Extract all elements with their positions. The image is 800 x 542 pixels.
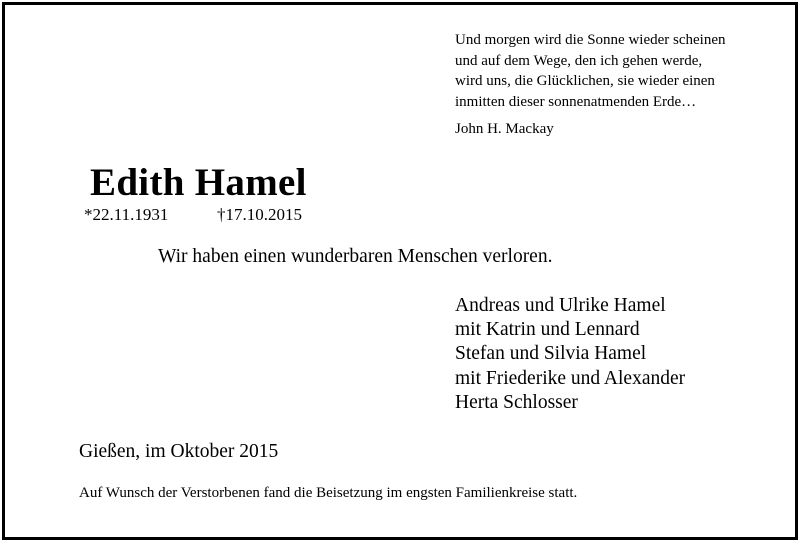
poem-line: wird uns, die Glücklichen, sie wieder einen — [455, 73, 715, 89]
birth-date: *22.11.1931 — [84, 205, 169, 224]
mourners-list — [455, 294, 685, 415]
poem-line: inmitten dieser sonnenatmenden Erde… — [455, 93, 697, 110]
poem-line: Und morgen wird die Sonne wieder scheinen — [455, 32, 726, 48]
mourner-line: Stefan und Silvia Hamel — [455, 343, 647, 365]
poem-line: und auf dem Wege, den ich gehen werde, — [455, 52, 703, 69]
mourning-statement: Wir haben einen wunderbaren Menschen verloren. — [158, 246, 553, 267]
death-date: †17.10.2015 — [217, 205, 302, 224]
poem-quote — [455, 30, 726, 112]
place-and-date: Gießen, im Oktober 2015 — [79, 441, 279, 462]
burial-notice: Auf Wunsch der Verstorbenen fand die Beisetzung im engsten Familienkreise statt. — [79, 485, 578, 501]
deceased-name: Edith Hamel — [90, 161, 307, 204]
mourner-line: mit Friederike und Alexander — [455, 367, 686, 389]
mourner-line: Andreas und Ulrike Hamel — [455, 295, 666, 316]
mourner-line: Herta Schlosser — [455, 391, 578, 413]
mourner-line: mit Katrin und Lennard — [455, 319, 640, 341]
poem-author: John H. Mackay — [455, 121, 554, 137]
